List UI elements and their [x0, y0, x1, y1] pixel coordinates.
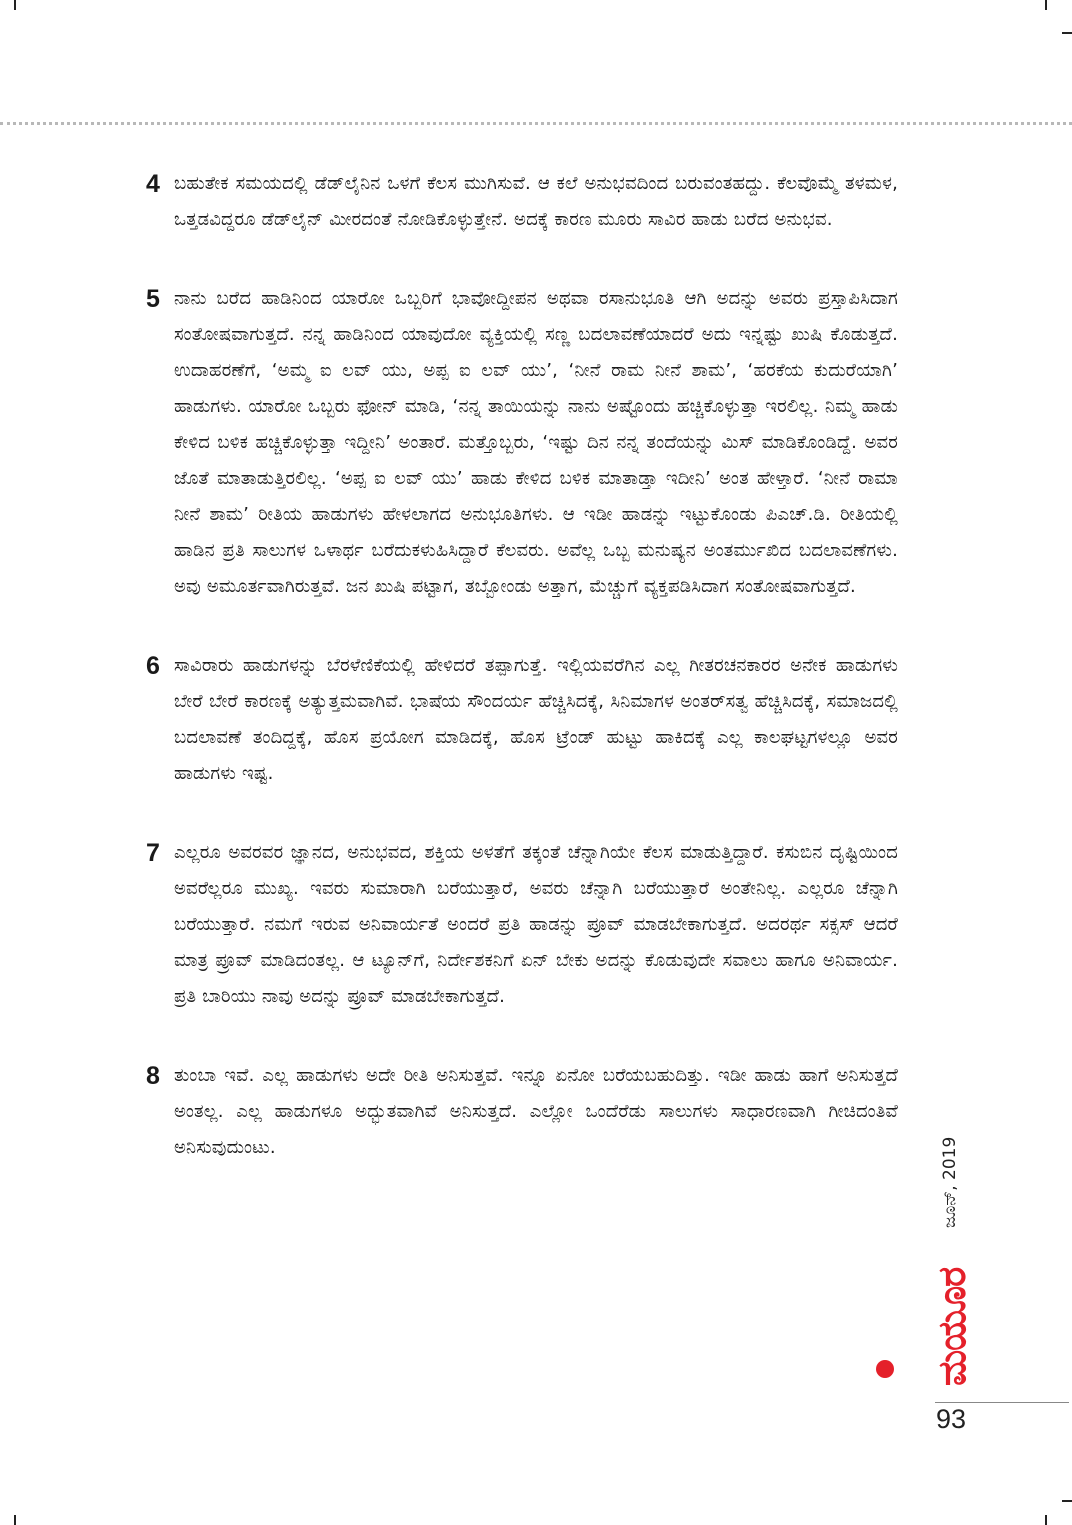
crop-mark-right-top: [1062, 32, 1072, 34]
answer-item-7: [146, 835, 898, 1015]
item-number: 4: [146, 170, 160, 198]
item-text: ಬಹುತೇಕ ಸಮಯದಲ್ಲಿ ಡೆಡ್‌ಲೈನಿನ ಒಳಗೆ ಕೆಲಸ ಮುಗಿಸುವೆ. ಆ ಕಲೆ ಅನುಭವದಿಂದ ಬರುವಂತಹದ್ದು. ಕೆಲವೊಮ್ಮೆ ತಳಮಳ, ಒತ್ತಡವಿದ್ದರೂ ಡೆಡ್‌ಲೈನ್ ಮೀರದಂತೆ ನೋಡಿಕೊಳ್ಳುತ್ತೇನೆ. ಅದಕ್ಕೆ ಕಾರಣ ಮೂರು ಸಾವಿರ ಹಾಡು ಬರೆದ ಅನುಭವ.: [174, 173, 898, 230]
answer-item-5: [146, 281, 898, 605]
answer-item-4: [146, 166, 898, 238]
issue-date: ಜೂನ್, 2019: [940, 1136, 960, 1228]
crop-mark-bottom-left: [14, 1515, 16, 1525]
answer-item-8: [146, 1058, 898, 1166]
item-number: 5: [146, 285, 160, 313]
end-mark-dot: [876, 1360, 894, 1378]
crop-mark-top-left: [14, 0, 16, 10]
magazine-logo: ಮಯೂರ: [930, 1267, 974, 1386]
item-text: ಸಾವಿರಾರು ಹಾಡುಗಳನ್ನು ಬೆರಳೆಣಿಕೆಯಲ್ಲಿ ಹೇಳಿದರೆ ತಪ್ಪಾಗುತ್ತೆ. ಇಲ್ಲಿಯವರೆಗಿನ ಎಲ್ಲ ಗೀತರಚನಕಾರರ ಅನೇಕ ಹಾಡುಗಳು ಬೇರೆ ಬೇರೆ ಕಾರಣಕ್ಕೆ ಅತ್ಯುತ್ತಮವಾಗಿವೆ. ಭಾಷೆಯ ಸೌಂದರ್ಯ ಹೆಚ್ಚಿಸಿದಕ್ಕೆ, ಸಿನಿಮಾಗಳ ಅಂತರ್‌ಸತ್ವ ಹೆಚ್ಚಿಸಿದಕ್ಕೆ, ಸಮಾಜದಲ್ಲಿ ಬದಲಾವಣೆ ತಂದಿದ್ದಕ್ಕೆ, ಹೊಸ ಪ್ರಯೋಗ ಮಾಡಿದಕ್ಕೆ, ಹೊಸ ಟ್ರೆಂಡ್ ಹುಟ್ಟು ಹಾಕಿದಕ್ಕೆ ಎಲ್ಲ ಕಾಲಘಟ್ಟಗಳಲ್ಲೂ ಅವರ ಹಾಡುಗಳು ಇಷ್ಟ.: [174, 655, 898, 784]
crop-mark-bottom-right: [1045, 1515, 1047, 1525]
item-text: ತುಂಬಾ ಇವೆ. ಎಲ್ಲ ಹಾಡುಗಳು ಅದೇ ರೀತಿ ಅನಿಸುತ್ತವೆ. ಇನ್ನೂ ಏನೋ ಬರೆಯಬಹುದಿತ್ತು. ಇಡೀ ಹಾಡು ಹಾಗೆ ಅನಿಸುತ್ತದೆ ಅಂತಲ್ಲ. ಎಲ್ಲ ಹಾಡುಗಳೂ ಅದ್ಭುತವಾಗಿವೆ ಅನಿಸುತ್ತದೆ. ಎಲ್ಲೋ ಒಂದೆರೆಡು ಸಾಲುಗಳು ಸಾಧಾರಣವಾಗಿ ಗೀಚಿದಂತಿವೆ ಅನಿಸುವುದುಂಟು.: [174, 1065, 899, 1158]
item-text: ನಾನು ಬರೆದ ಹಾಡಿನಿಂದ ಯಾರೋ ಒಬ್ಬರಿಗೆ ಭಾವೋದ್ದೀಪನ ಅಥವಾ ರಸಾನುಭೂತಿ ಆಗಿ ಅದನ್ನು ಅವರು ಪ್ರಸ್ತಾಪಿಸಿದಾಗ ಸಂತೋಷವಾಗುತ್ತದೆ. ನನ್ನ ಹಾಡಿನಿಂದ ಯಾವುದೋ ವ್ಯಕ್ತಿಯಲ್ಲಿ ಸಣ್ಣ ಬದಲಾವಣೆಯಾದರೆ ಅದು ಇನ್ನಷ್ಟು ಖುಷಿ ಕೊಡುತ್ತದೆ. ಉದಾಹರಣೆಗೆ, ‘ಅಮ್ಮ ಐ ಲವ್ ಯು, ಅಪ್ಪ ಐ ಲವ್ ಯು’, ‘ನೀನೆ ರಾಮ ನೀನೆ ಶಾಮ’, ‘ಹರಕೆಯ ಕುದುರೆಯಾಗಿ’ ಹಾಡುಗಳು. ಯಾರೋ ಒಬ್ಬರು ಫೋನ್ ಮಾಡಿ, ‘ನನ್ನ ತಾಯಿಯನ್ನು ನಾನು ಅಷ್ಟೊಂದು ಹಚ್ಚಿಕೊಳ್ಳುತ್ತಾ ಇರಲಿಲ್ಲ. ನಿಮ್ಮ ಹಾಡು ಕೇಳಿದ ಬಳಿಕ ಹಚ್ಚಿಕೊಳ್ಳುತ್ತಾ ಇದ್ದೀನಿ’ ಅಂತಾರೆ. ಮತ್ತೊಬ್ಬರು, ‘ಇಷ್ಟು ದಿನ ನನ್ನ ತಂದೆಯನ್ನು ಮಿಸ್ ಮಾಡಿಕೊಂಡಿದ್ದೆ. ಅವರ ಜೊತೆ ಮಾತಾಡುತ್ತಿರಲಿಲ್ಲ. ‘ಅಪ್ಪ ಐ ಲವ್ ಯು’ ಹಾಡು ಕೇಳಿದ ಬಳಿಕ ಮಾತಾಡ್ತಾ ಇದೀನಿ’ ಅಂತ ಹೇಳ್ತಾರೆ. ‘ನೀನೆ ರಾಮಾ ನೀನೆ ಶಾಮ’ ರೀತಿಯ ಹಾಡುಗಳು ಹೇಳಲಾಗದ ಅನುಭೂತಿಗಳು. ಆ ಇಡೀ ಹಾಡನ್ನು ಇಟ್ಟುಕೊಂಡು ಪಿಎಚ್.ಡಿ. ರೀತಿಯಲ್ಲಿ ಹಾಡಿನ ಪ್ರತಿ ಸಾಲುಗಳ ಒಳಾರ್ಥ ಬರೆದುಕಳುಹಿಸಿದ್ದಾರೆ ಕೆಲವರು. ಅವೆಲ್ಲ ಒಬ್ಬ ಮನುಷ್ಯನ ಅಂತರ್ಮುಖಿದ ಬದಲಾವಣೆಗಳು. ಅವು ಅಮೂರ್ತವಾಗಿರುತ್ತವೆ. ಜನ ಖುಷಿ ಪಟ್ಟಾಗ, ತಬ್ಬೋಂಡು ಅತ್ತಾಗ, ಮೆಚ್ಚುಗೆ ವ್ಯಕ್ತಪಡಿಸಿದಾಗ ಸಂತೋಷವಾಗುತ್ತದೆ.: [174, 288, 898, 597]
article-body: [146, 166, 898, 1209]
dotted-separator: [0, 122, 1072, 125]
item-number: 7: [146, 839, 160, 867]
crop-mark-top-right: [1045, 0, 1047, 10]
page-number: 93: [936, 1404, 967, 1434]
crop-mark-right-bottom: [1062, 1500, 1072, 1502]
footer-rule: [935, 1402, 1069, 1403]
item-text: ಎಲ್ಲರೂ ಅವರವರ ಜ್ಞಾನದ, ಅನುಭವದ, ಶಕ್ತಿಯ ಅಳತೆಗೆ ತಕ್ಕಂತೆ ಚೆನ್ನಾಗಿಯೇ ಕೆಲಸ ಮಾಡುತ್ತಿದ್ದಾರೆ. ಕಸುಬಿನ ದೃಷ್ಟಿಯಿಂದ ಅವರೆಲ್ಲರೂ ಮುಖ್ಯ. ಇವರು ಸುಮಾರಾಗಿ ಬರೆಯುತ್ತಾರೆ, ಅವರು ಚೆನ್ನಾಗಿ ಬರೆಯುತ್ತಾರೆ ಅಂತೇನಿಲ್ಲ. ಎಲ್ಲರೂ ಚೆನ್ನಾಗಿ ಬರೆಯುತ್ತಾರೆ. ನಮಗೆ ಇರುವ ಅನಿವಾರ್ಯತೆ ಅಂದರೆ ಪ್ರತಿ ಹಾಡನ್ನು ಪ್ರೂವ್ ಮಾಡಬೇಕಾಗುತ್ತದೆ. ಅದರರ್ಥ ಸಕ್ಸಸ್ ಆದರೆ ಮಾತ್ರ ಪ್ರೂವ್ ಮಾಡಿದಂತಲ್ಲ. ಆ ಟ್ಯೂನ್‌ಗೆ, ನಿರ್ದೇಶಕನಿಗೆ ಏನ್ ಬೇಕು ಅದನ್ನು ಕೊಡುವುದೇ ಸವಾಲು ಹಾಗೂ ಅನಿವಾರ್ಯ. ಪ್ರತಿ ಬಾರಿಯು ನಾವು ಅದನ್ನು ಪ್ರೂವ್ ಮಾಡಬೇಕಾಗುತ್ತದೆ.: [174, 842, 898, 1007]
answer-item-6: [146, 648, 898, 792]
item-number: 8: [146, 1062, 160, 1090]
item-number: 6: [146, 652, 160, 680]
